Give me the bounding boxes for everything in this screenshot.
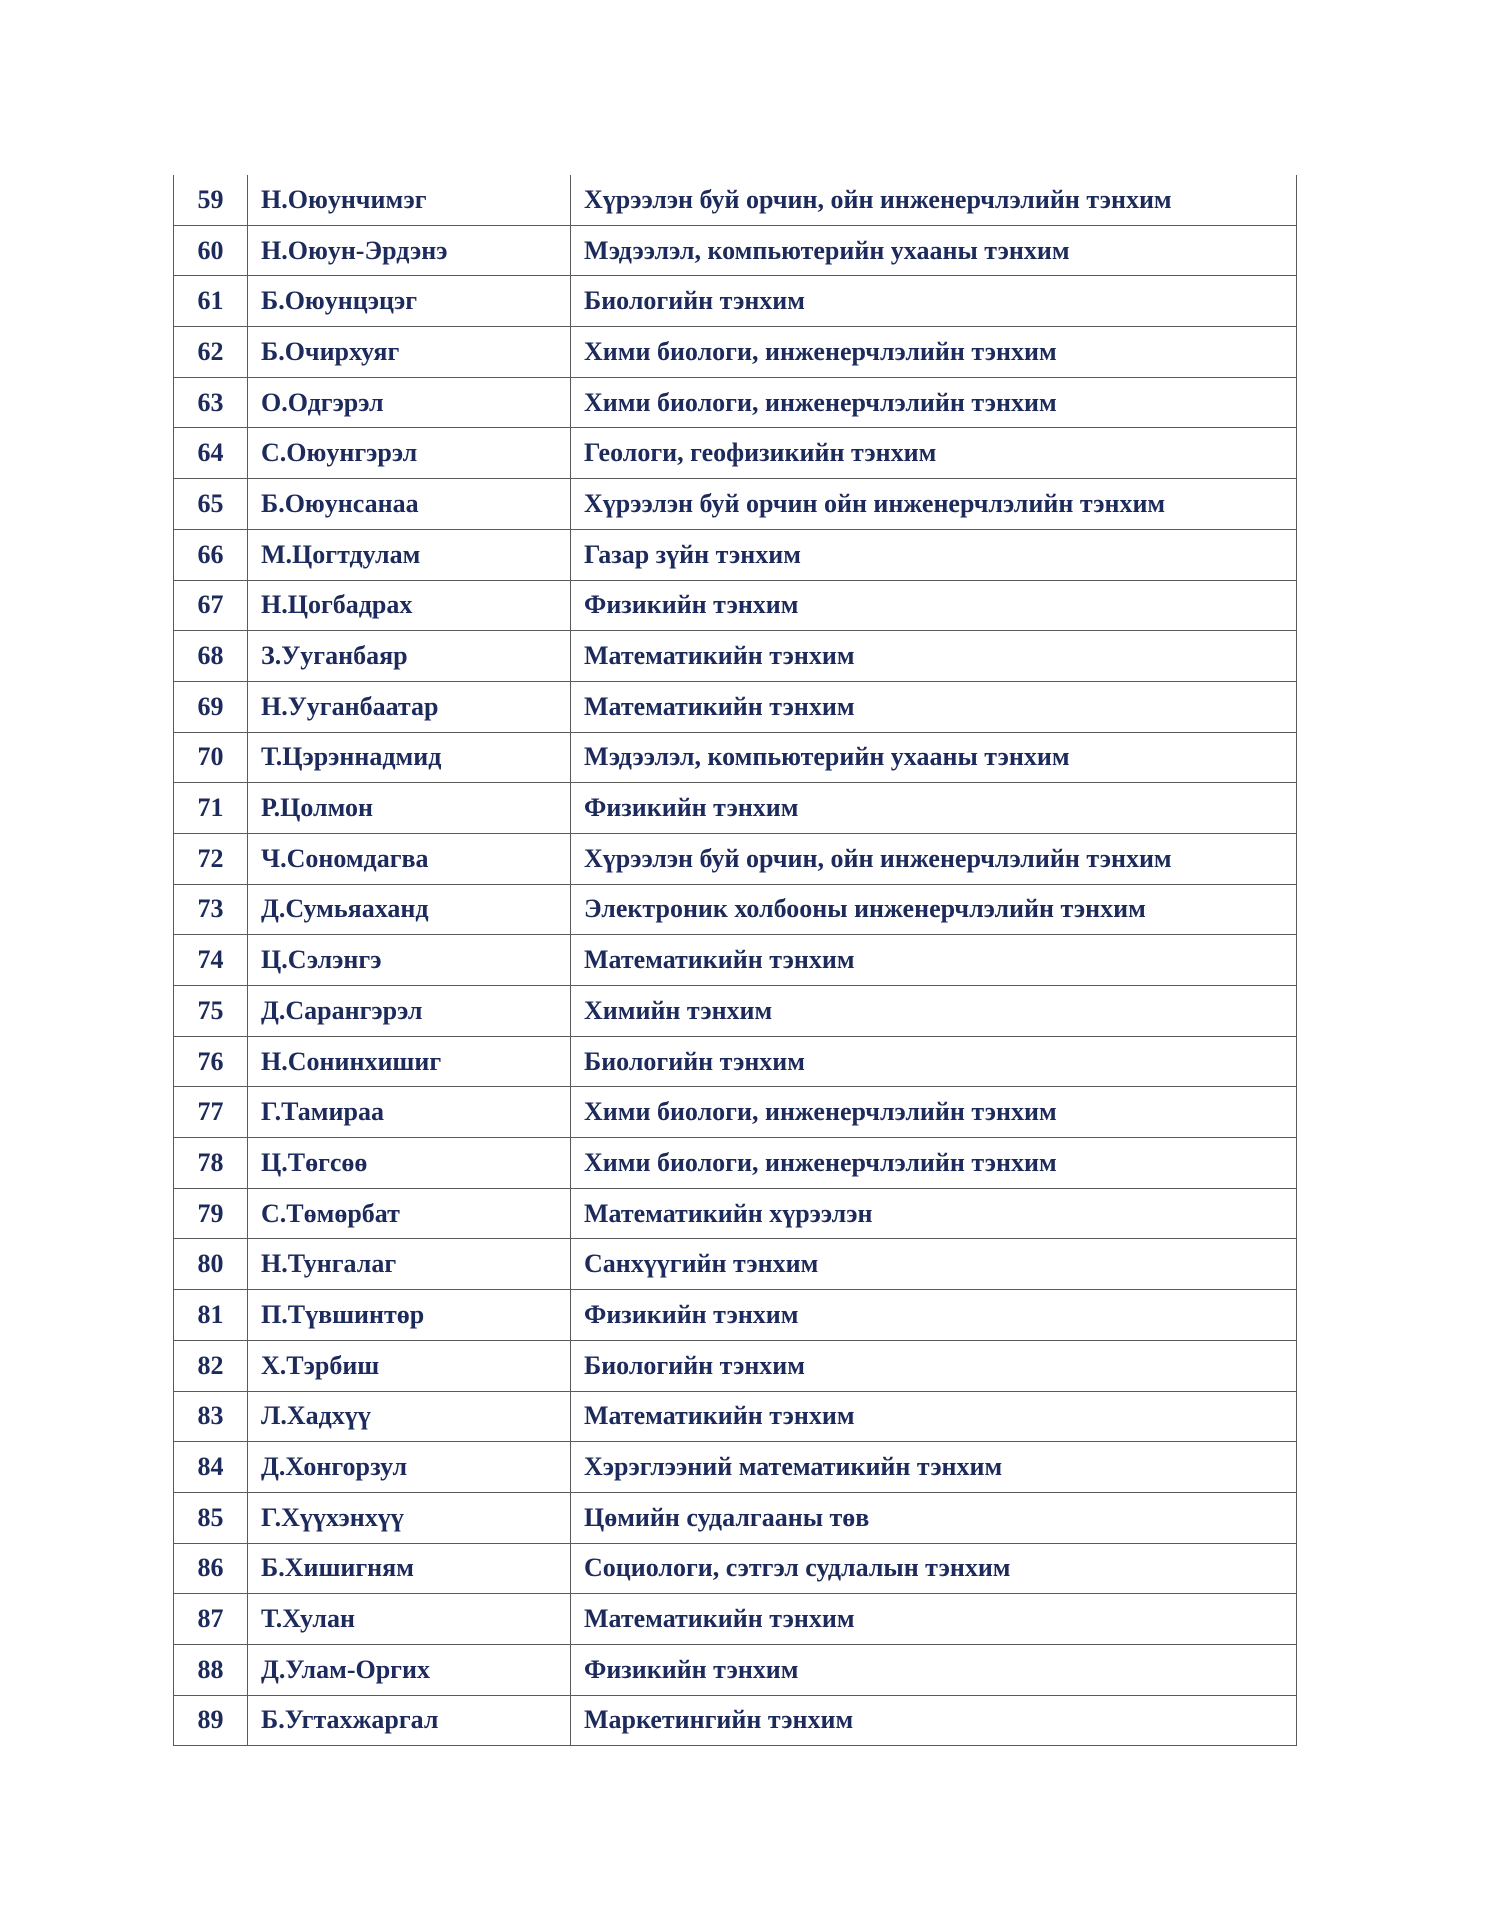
table-row bbox=[174, 884, 1297, 935]
person-name-cell: Т.Хулан bbox=[248, 1594, 571, 1645]
person-name-cell: Н.Цогбадрах bbox=[248, 580, 571, 631]
department-cell: Геологи, геофизикийн тэнхим bbox=[571, 428, 1297, 479]
row-number-cell: 72 bbox=[174, 833, 248, 884]
table-row bbox=[174, 986, 1297, 1037]
person-name-cell: Б.Очирхуяг bbox=[248, 327, 571, 378]
row-number-cell: 64 bbox=[174, 428, 248, 479]
department-cell: Биологийн тэнхим bbox=[571, 1036, 1297, 1087]
person-name-cell: Д.Сумьяаханд bbox=[248, 884, 571, 935]
row-number-cell: 62 bbox=[174, 327, 248, 378]
department-cell: Математикийн тэнхим bbox=[571, 935, 1297, 986]
department-cell: Хими биологи, инженерчлэлийн тэнхим bbox=[571, 1138, 1297, 1189]
row-number-cell: 70 bbox=[174, 732, 248, 783]
row-number-cell: 74 bbox=[174, 935, 248, 986]
table-row bbox=[174, 327, 1297, 378]
department-cell: Социологи, сэтгэл судлалын тэнхим bbox=[571, 1543, 1297, 1594]
person-name-cell: Д.Сарангэрэл bbox=[248, 986, 571, 1037]
row-number-cell: 75 bbox=[174, 986, 248, 1037]
person-name-cell: Д.Хонгорзул bbox=[248, 1442, 571, 1493]
row-number-cell: 87 bbox=[174, 1594, 248, 1645]
table-row bbox=[174, 1340, 1297, 1391]
person-name-cell: Б.Оюунцэцэг bbox=[248, 276, 571, 327]
table-row bbox=[174, 580, 1297, 631]
person-name-cell: Х.Тэрбиш bbox=[248, 1340, 571, 1391]
table-row bbox=[174, 1695, 1297, 1746]
department-cell: Биологийн тэнхим bbox=[571, 276, 1297, 327]
person-name-cell: Г.Тамираа bbox=[248, 1087, 571, 1138]
person-name-cell: Н.Тунгалаг bbox=[248, 1239, 571, 1290]
person-name-cell: Л.Хадхүү bbox=[248, 1391, 571, 1442]
person-name-cell: Д.Улам-Оргих bbox=[248, 1644, 571, 1695]
department-cell: Биологийн тэнхим bbox=[571, 1340, 1297, 1391]
department-cell: Хими биологи, инженерчлэлийн тэнхим bbox=[571, 327, 1297, 378]
person-name-cell: Н.Ууганбаатар bbox=[248, 681, 571, 732]
table-row bbox=[174, 1239, 1297, 1290]
person-name-cell: Н.Оюунчимэг bbox=[248, 175, 571, 225]
department-cell: Мэдээлэл, компьютерийн ухааны тэнхим bbox=[571, 732, 1297, 783]
person-name-cell: М.Цогтдулам bbox=[248, 529, 571, 580]
table-row bbox=[174, 377, 1297, 428]
department-cell: Физикийн тэнхим bbox=[571, 1644, 1297, 1695]
department-cell: Математикийн хүрээлэн bbox=[571, 1188, 1297, 1239]
table-row bbox=[174, 732, 1297, 783]
department-cell: Цөмийн судалгааны төв bbox=[571, 1492, 1297, 1543]
table-row bbox=[174, 428, 1297, 479]
staff-table-body bbox=[174, 175, 1297, 1746]
row-number-cell: 85 bbox=[174, 1492, 248, 1543]
department-cell: Математикийн тэнхим bbox=[571, 1391, 1297, 1442]
table-row bbox=[174, 783, 1297, 834]
row-number-cell: 65 bbox=[174, 479, 248, 530]
person-name-cell: Р.Цолмон bbox=[248, 783, 571, 834]
department-cell: Санхүүгийн тэнхим bbox=[571, 1239, 1297, 1290]
row-number-cell: 84 bbox=[174, 1442, 248, 1493]
row-number-cell: 79 bbox=[174, 1188, 248, 1239]
staff-table bbox=[173, 175, 1297, 1746]
department-cell: Маркетингийн тэнхим bbox=[571, 1695, 1297, 1746]
table-row bbox=[174, 935, 1297, 986]
department-cell: Физикийн тэнхим bbox=[571, 1290, 1297, 1341]
table-row bbox=[174, 1036, 1297, 1087]
person-name-cell: Б.Хишигням bbox=[248, 1543, 571, 1594]
department-cell: Хэрэглээний математикийн тэнхим bbox=[571, 1442, 1297, 1493]
row-number-cell: 78 bbox=[174, 1138, 248, 1189]
person-name-cell: С.Оюунгэрэл bbox=[248, 428, 571, 479]
row-number-cell: 61 bbox=[174, 276, 248, 327]
row-number-cell: 86 bbox=[174, 1543, 248, 1594]
row-number-cell: 67 bbox=[174, 580, 248, 631]
person-name-cell: С.Төмөрбат bbox=[248, 1188, 571, 1239]
table-row bbox=[174, 529, 1297, 580]
row-number-cell: 88 bbox=[174, 1644, 248, 1695]
row-number-cell: 73 bbox=[174, 884, 248, 935]
row-number-cell: 59 bbox=[174, 175, 248, 225]
table-row bbox=[174, 175, 1297, 225]
table-row bbox=[174, 1543, 1297, 1594]
person-name-cell: З.Ууганбаяр bbox=[248, 631, 571, 682]
department-cell: Газар зүйн тэнхим bbox=[571, 529, 1297, 580]
table-row bbox=[174, 1492, 1297, 1543]
person-name-cell: Ц.Сэлэнгэ bbox=[248, 935, 571, 986]
person-name-cell: Б.Оюунсанаа bbox=[248, 479, 571, 530]
row-number-cell: 60 bbox=[174, 225, 248, 276]
table-row bbox=[174, 225, 1297, 276]
row-number-cell: 82 bbox=[174, 1340, 248, 1391]
table-row bbox=[174, 833, 1297, 884]
row-number-cell: 68 bbox=[174, 631, 248, 682]
department-cell: Электроник холбооны инженерчлэлийн тэнхим bbox=[571, 884, 1297, 935]
table-row bbox=[174, 631, 1297, 682]
department-cell: Хүрээлэн буй орчин, ойн инженерчлэлийн тэнхим bbox=[571, 833, 1297, 884]
table-row bbox=[174, 1442, 1297, 1493]
table-row bbox=[174, 1594, 1297, 1645]
row-number-cell: 80 bbox=[174, 1239, 248, 1290]
person-name-cell: Т.Цэрэннадмид bbox=[248, 732, 571, 783]
row-number-cell: 77 bbox=[174, 1087, 248, 1138]
row-number-cell: 81 bbox=[174, 1290, 248, 1341]
person-name-cell: Ч.Сономдагва bbox=[248, 833, 571, 884]
person-name-cell: Г.Хүүхэнхүү bbox=[248, 1492, 571, 1543]
person-name-cell: П.Түвшинтөр bbox=[248, 1290, 571, 1341]
row-number-cell: 89 bbox=[174, 1695, 248, 1746]
table-row bbox=[174, 1391, 1297, 1442]
table-row bbox=[174, 1644, 1297, 1695]
department-cell: Физикийн тэнхим bbox=[571, 783, 1297, 834]
department-cell: Математикийн тэнхим bbox=[571, 681, 1297, 732]
row-number-cell: 83 bbox=[174, 1391, 248, 1442]
person-name-cell: О.Одгэрэл bbox=[248, 377, 571, 428]
row-number-cell: 76 bbox=[174, 1036, 248, 1087]
department-cell: Мэдээлэл, компьютерийн ухааны тэнхим bbox=[571, 225, 1297, 276]
row-number-cell: 71 bbox=[174, 783, 248, 834]
department-cell: Хүрээлэн буй орчин, ойн инженерчлэлийн тэнхим bbox=[571, 175, 1297, 225]
department-cell: Хими биологи, инженерчлэлийн тэнхим bbox=[571, 1087, 1297, 1138]
department-cell: Математикийн тэнхим bbox=[571, 631, 1297, 682]
table-row bbox=[174, 1087, 1297, 1138]
table-row bbox=[174, 479, 1297, 530]
person-name-cell: Н.Оюун-Эрдэнэ bbox=[248, 225, 571, 276]
department-cell: Физикийн тэнхим bbox=[571, 580, 1297, 631]
table-row bbox=[174, 681, 1297, 732]
department-cell: Хими биологи, инженерчлэлийн тэнхим bbox=[571, 377, 1297, 428]
row-number-cell: 66 bbox=[174, 529, 248, 580]
person-name-cell: Н.Сонинхишиг bbox=[248, 1036, 571, 1087]
person-name-cell: Б.Угтахжаргал bbox=[248, 1695, 571, 1746]
table-row bbox=[174, 1138, 1297, 1189]
person-name-cell: Ц.Төгсөө bbox=[248, 1138, 571, 1189]
row-number-cell: 63 bbox=[174, 377, 248, 428]
table-row bbox=[174, 1290, 1297, 1341]
department-cell: Химийн тэнхим bbox=[571, 986, 1297, 1037]
department-cell: Математикийн тэнхим bbox=[571, 1594, 1297, 1645]
table-row bbox=[174, 1188, 1297, 1239]
table-row bbox=[174, 276, 1297, 327]
department-cell: Хүрээлэн буй орчин ойн инженерчлэлийн тэнхим bbox=[571, 479, 1297, 530]
row-number-cell: 69 bbox=[174, 681, 248, 732]
